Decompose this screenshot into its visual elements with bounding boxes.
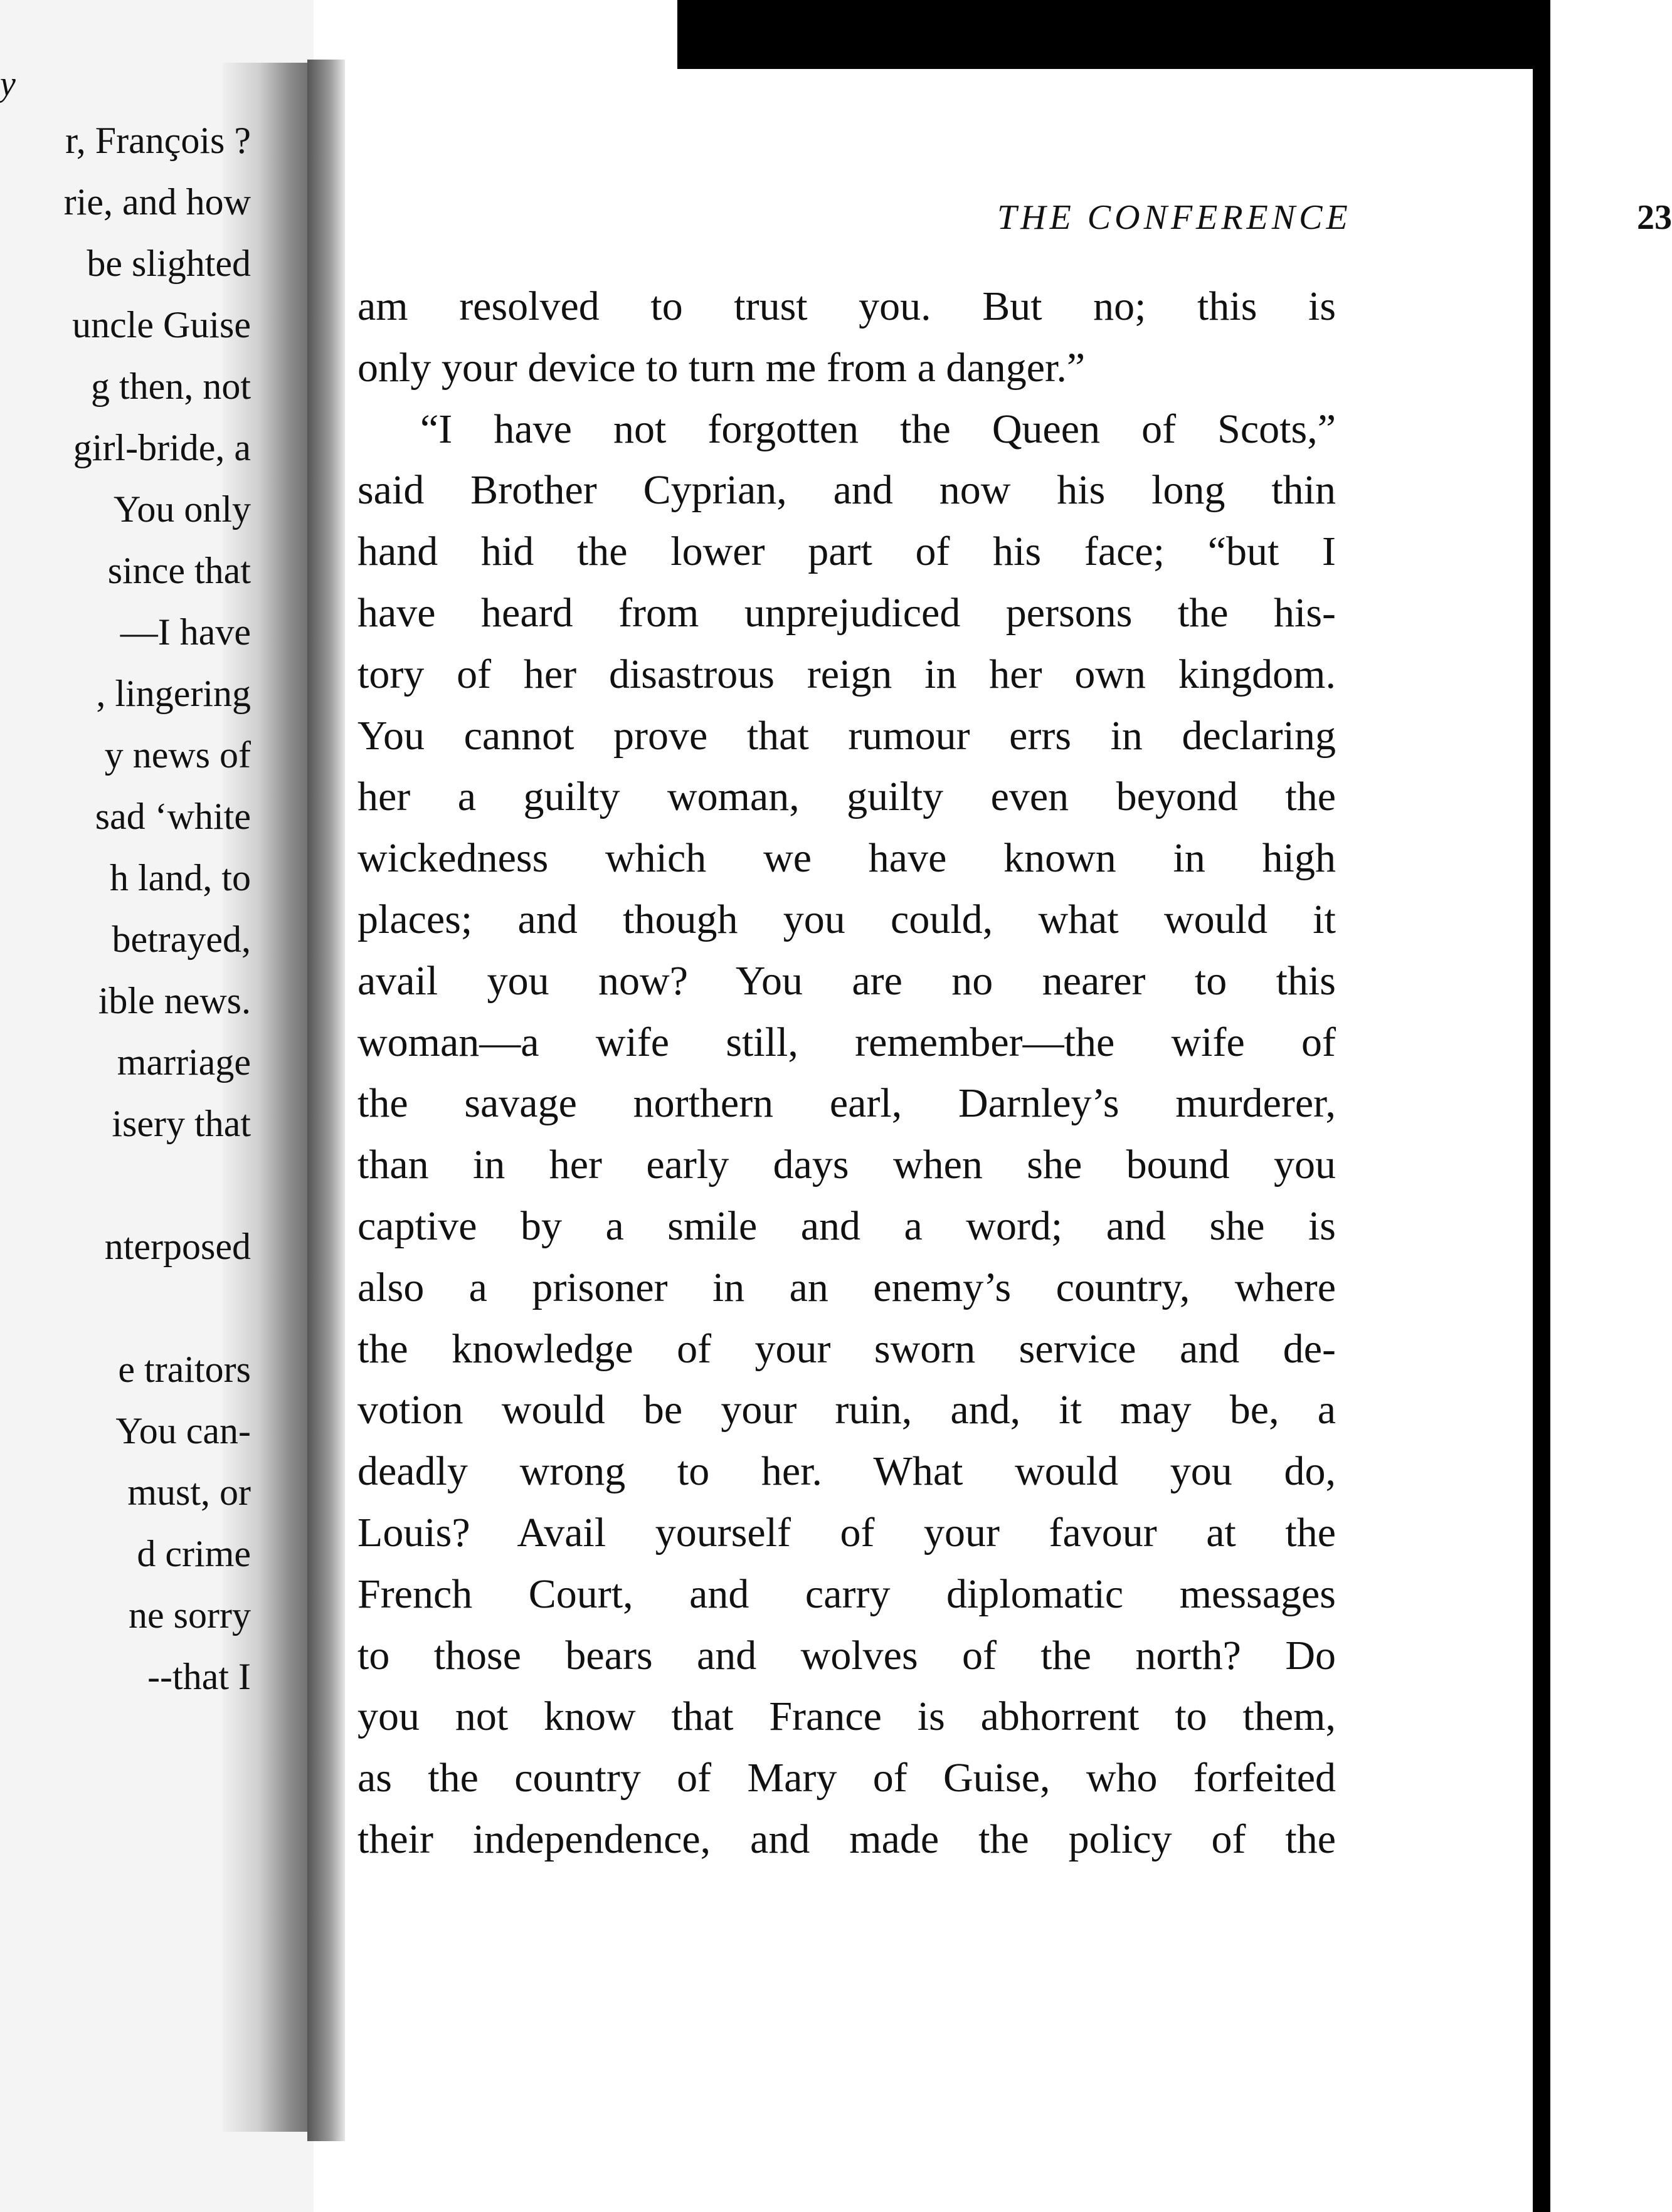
left-line [0, 1154, 251, 1216]
text-line: You cannot prove that rumour errs in declaring [357, 712, 1336, 759]
page-number: 23 [1637, 198, 1672, 237]
text-line: than in her early days when she bound you [357, 1142, 1336, 1188]
text-line: captive by a smile and a word; and she is [357, 1203, 1336, 1249]
spine-shadow [307, 60, 345, 2141]
left-line: marriage [117, 1041, 251, 1083]
running-head: THE CONFERENCE [997, 198, 1352, 237]
text-line: “I have not forgotten the Queen of Scots,” [420, 406, 1336, 452]
text-line: the knowledge of your sworn service and de- [357, 1325, 1336, 1372]
text-line: woman—a wife still, remember—the wife of [357, 1019, 1336, 1065]
text-line: tory of her disastrous reign in her own kingdom. [357, 651, 1336, 697]
left-line: d crime [137, 1533, 251, 1574]
text-line: also a prisoner in an enemy’s country, where [357, 1264, 1336, 1310]
text-line: you not know that France is abhorrent to them, [357, 1693, 1336, 1740]
left-corner-mark: y [0, 65, 16, 103]
left-line: y news of [104, 734, 251, 776]
text-line: as the country of Mary of Guise, who forfeited [357, 1755, 1336, 1801]
left-line: e traitors [118, 1349, 251, 1390]
body-text [357, 276, 1336, 1870]
left-line: ible news. [98, 980, 251, 1021]
left-line: —I have [120, 611, 251, 653]
text-line: avail you now? You are no nearer to this [357, 957, 1336, 1004]
text-line: votion would be your ruin, and, it may be, a [357, 1387, 1336, 1433]
left-line: sad ‘white [95, 796, 251, 837]
left-line: , lingering [96, 673, 251, 714]
left-line: You only [114, 488, 251, 530]
text-line: only your device to turn me from a danger.” [357, 344, 1086, 391]
left-line: uncle Guise [72, 304, 251, 345]
left-line: ne sorry [129, 1594, 251, 1636]
text-line: to those bears and wolves of the north? Do [357, 1632, 1336, 1678]
left-page [0, 0, 314, 2212]
scan-border-right [1533, 0, 1550, 2212]
text-line: said Brother Cyprian, and now his long thin [357, 467, 1336, 514]
left-line: be slighted [87, 243, 251, 284]
left-line: betrayed, [112, 919, 251, 960]
left-line [0, 1277, 251, 1339]
left-line: rie, and how [63, 181, 251, 223]
text-line: have heard from unprejudiced persons the his- [357, 589, 1336, 636]
left-line: since that [107, 550, 251, 591]
text-line: the savage northern earl, Darnley’s murderer, [357, 1080, 1336, 1127]
text-line: hand hid the lower part of his face; “but I [357, 529, 1336, 575]
left-line: --that I [147, 1656, 251, 1697]
text-line: am resolved to trust you. But no; this is [357, 283, 1336, 329]
text-line: places; and though you could, what would it [357, 896, 1336, 942]
left-page-text [0, 65, 251, 1707]
left-line: isery that [112, 1103, 251, 1144]
text-line: deadly wrong to her. What would you do, [357, 1448, 1336, 1495]
left-line: girl-bride, a [73, 427, 251, 468]
text-line: her a guilty woman, guilty even beyond the [357, 774, 1336, 820]
left-line: r, François ? [65, 120, 251, 161]
text-line: wickedness which we have known in high [357, 835, 1336, 882]
text-line: Louis? Avail yourself of your favour at the [357, 1509, 1336, 1556]
left-line: g then, not [91, 366, 251, 407]
left-line: h land, to [110, 857, 251, 898]
text-line: French Court, and carry diplomatic messages [357, 1571, 1336, 1617]
left-line: You can- [115, 1410, 251, 1451]
scan-border-top [677, 0, 1550, 69]
left-line: nterposed [104, 1226, 251, 1267]
left-line: must, or [127, 1472, 251, 1513]
text-line: their independence, and made the policy of the [357, 1816, 1336, 1862]
